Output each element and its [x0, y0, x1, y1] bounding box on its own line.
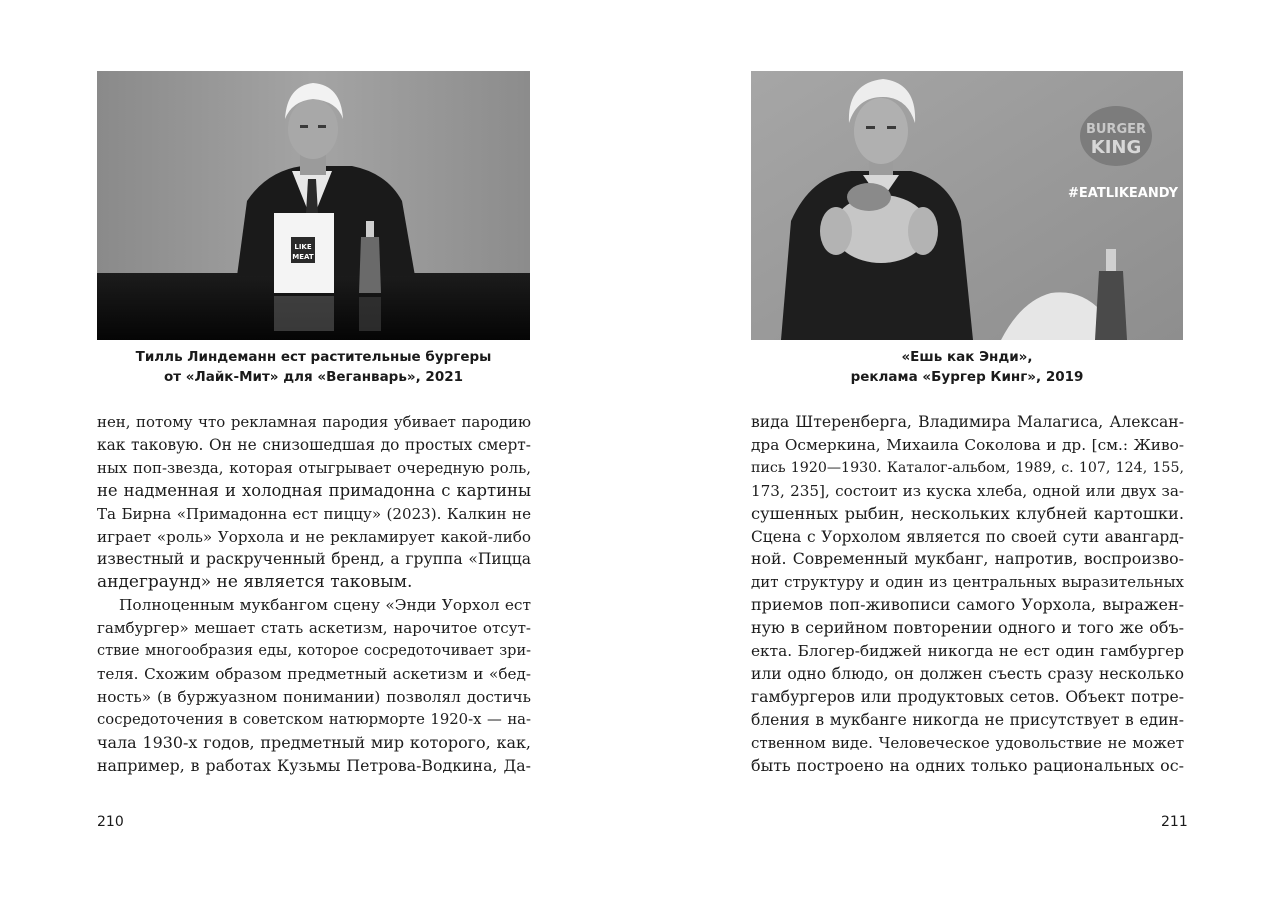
text-line: екта. Блогер-биджей никогда не ест один гамбургер: [751, 642, 1184, 661]
text-line: ную в серийном повторении одного и того же объ-: [751, 618, 1184, 638]
text-line: быть построено на одних только рациональных ос-: [751, 755, 1184, 775]
text-line: вида Штеренберга, Владимира Малагиса, Алексан-: [751, 412, 1184, 431]
text-line: андеграунд» не является таковым.: [97, 572, 413, 593]
text-line: ной. Современный мукбанг, напротив, воспроизво-: [751, 549, 1184, 569]
text-line: ственном виде. Человеческое удовольствие не может: [751, 733, 1184, 752]
photo-lindemann: [97, 71, 530, 340]
text-line: ствие многообразия еды, которое сосредоточивает зри-: [97, 643, 531, 660]
caption-line-2: реклама «Бургер Кинг», 2019: [850, 369, 1084, 385]
text-line: бления в мукбанге никогда не присутствует в един-: [751, 710, 1184, 729]
text-line: Полноценным мукбангом сцену «Энди Уорхол ест: [119, 596, 531, 615]
text-line: ность» (в буржуазном понимании) позволял достичь: [97, 687, 531, 706]
caption-line-2: от «Лайк-Мит» для «Веганварь», 2021: [164, 369, 463, 385]
page-number: 210: [97, 814, 124, 830]
body-text: [97, 411, 531, 778]
text-line: например, в работах Кузьмы Петрова-Водкина, Да-: [97, 755, 531, 775]
text-line: ных поп-звезда, которая отыгрывает очередную роль,: [97, 458, 531, 477]
logo-text-king: KING: [1090, 137, 1142, 158]
text-line: или одно блюдо, он должен съесть сразу несколько: [751, 664, 1184, 683]
text-line: играет «роль» Уорхола и не рекламирует какой-либо: [97, 527, 531, 546]
page-number: 211: [1161, 814, 1188, 830]
caption-line-1: Тилль Линдеманн ест растительные бургеры: [135, 349, 492, 365]
right-page: [640, 0, 1280, 905]
bag-label-meat: MEAT: [292, 253, 314, 261]
text-line: гамбургер» мешает стать аскетизм, нарочитое отсут-: [97, 619, 531, 638]
text-line: гамбургеров или продуктовых сетов. Объект потре-: [751, 686, 1184, 706]
bag-label-like: LIKE: [294, 243, 312, 251]
text-line: Сцена с Уорхолом является по своей сути авангард-: [751, 527, 1184, 546]
caption-line-1: «Ешь как Энди»,: [901, 349, 1033, 365]
text-line: дра Осмеркина, Михаила Соколова и др. [см.: Живо-: [751, 435, 1184, 454]
body-text: [751, 411, 1184, 778]
photo-warhol: [751, 71, 1183, 340]
text-line: дит структуру и один из центральных выразительных: [751, 573, 1184, 592]
text-line: пись 1920—1930. Каталог-альбом, 1989, с. 107, 124, 155,: [751, 459, 1184, 476]
text-line: приемов поп-живописи самого Уорхола, выражен-: [751, 595, 1184, 615]
text-line: не надменная и холодная примадонна с картины: [97, 480, 531, 500]
text-line: нен, потому что рекламная пародия убивает пародию: [97, 413, 531, 431]
logo-text-burger: BURGER: [1085, 122, 1147, 137]
text-line: Та Бирна «Примадонна ест пиццу» (2023). Калкин не: [97, 504, 531, 523]
text-line: известный и раскрученный бренд, а группа «Пицца: [97, 550, 531, 569]
text-line: как таковую. Он не снизошедшая до простых смерт-: [97, 435, 531, 454]
text-line: 173, 235], состоит из куска хлеба, одной или двух за-: [751, 481, 1184, 500]
photo-lindemann-image: [97, 71, 530, 340]
photo-caption: [97, 347, 530, 387]
text-line: сосредоточения в советском натюрморте 1920-х — на-: [97, 710, 531, 728]
text-line: теля. Схожим образом предметный аскетизм и «бед-: [97, 664, 531, 683]
photo-caption: [751, 347, 1183, 387]
text-line: чала 1930-х годов, предметный мир которого, как,: [97, 732, 531, 752]
photo-warhol-image: [751, 71, 1183, 340]
text-line: сушенных рыбин, нескольких клубней картошки.: [751, 503, 1184, 523]
hashtag-text: #EATLIKEANDY: [1068, 186, 1178, 201]
